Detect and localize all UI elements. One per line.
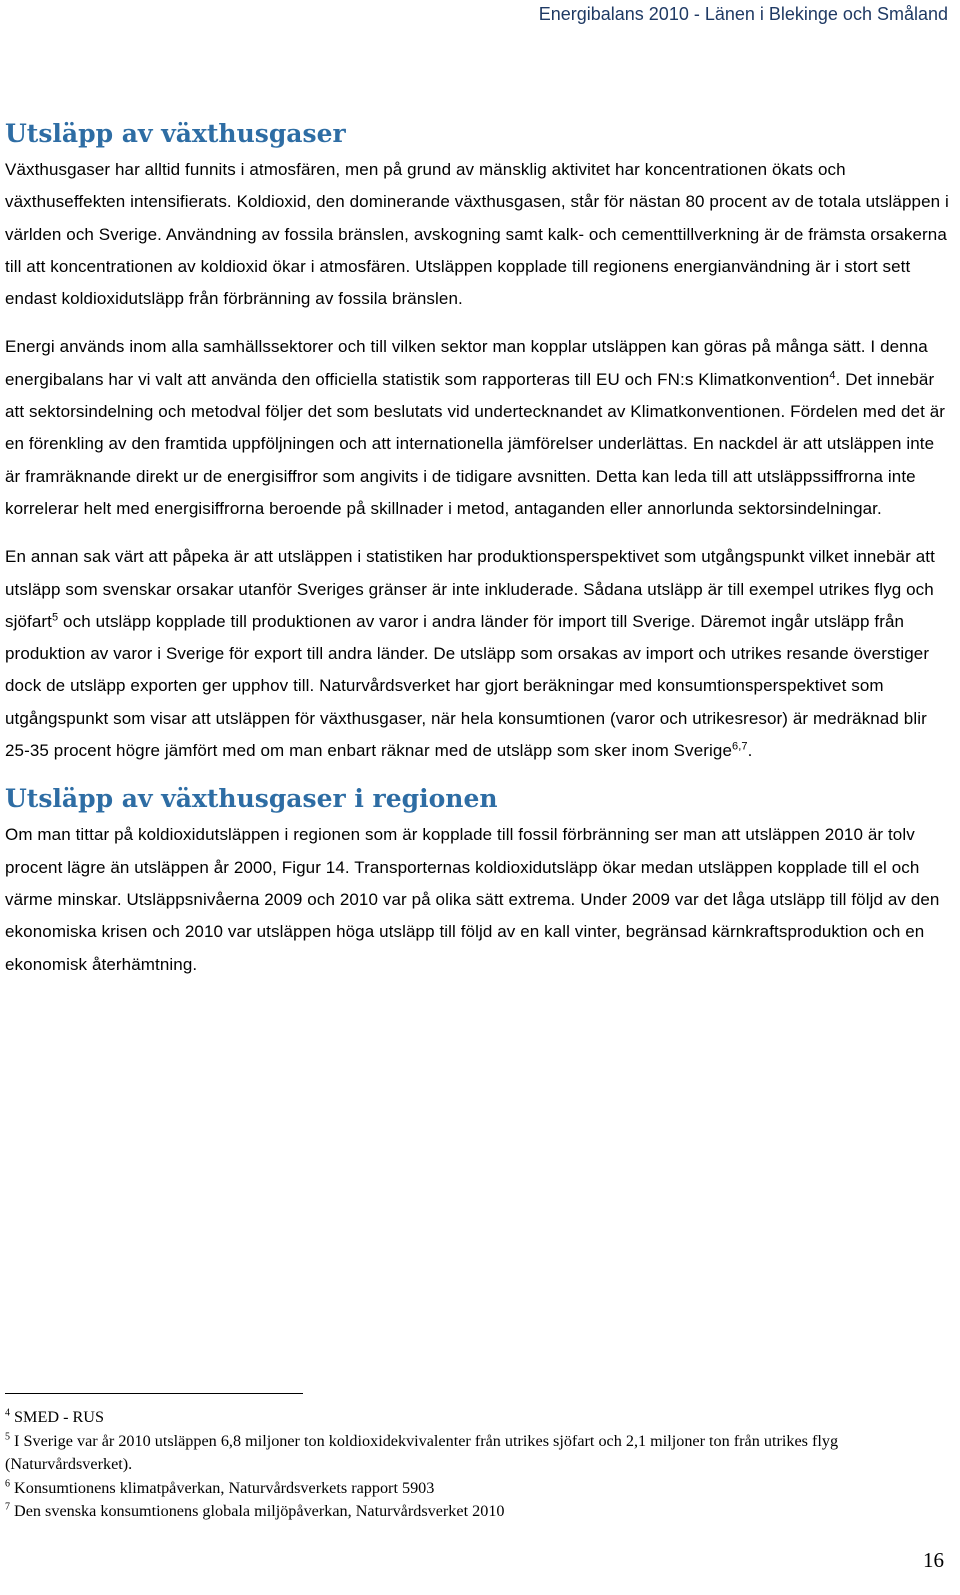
footnote-text: Konsumtionens klimatpåverkan, Naturvårdsverkets rapport 5903 (10, 1478, 435, 1497)
paragraph-production-perspective (5, 541, 950, 767)
paragraph-energy-sectors (5, 331, 950, 525)
footnote-number: 7 (5, 1501, 10, 1513)
section-heading-emissions: Utsläpp av växthusgaser (5, 119, 346, 148)
main-content (5, 118, 950, 997)
footnote-separator (5, 1393, 303, 1394)
footnote-ref[interactable]: 4 (829, 369, 836, 382)
page-number: 16 (923, 1548, 944, 1572)
footnote-item (5, 1406, 940, 1430)
footnote-number: 5 (5, 1431, 10, 1443)
paragraph-text: . Det innebär att sektorsindelning och metodval följer det som beslutats vid undertecknandet av Klimatkonventionen. Fördelen med det är en förenkling av den framtida uppföljningen och att internationella jämförelser underlättas. En nackdel är att utsläppen inte är framräknande direkt ur de energisiffror som angivits i de tidigare avsnitten. Detta kan leda till att utsläppssiffrorna inte korrelerar helt med energisiffrorna beroende på skillnader i metod, antaganden eller annorlunda sektorsindelningar. (5, 369, 946, 518)
paragraph-text: Energi används inom alla samhällssektorer och till vilken sektor man kopplar utsläppen kan göras på många sätt. I denna energibalans har vi valt att använda den officiella statistik som rapporteras till EU och FN:s Klimatkonvention (5, 337, 928, 389)
paragraph-regional-co2: Om man tittar på koldioxidutsläppen i regionen som är kopplade till fossil förbränning ser man att utsläppen 2010 är tolv procent lägre än utsläppen år 2000, Figur 14. Transporternas koldioxidutsläpp ökar medan utsläppen kopplade till el och värme minskar. Utsläppsnivåerna 2009 och 2010 var på olika sätt extrema. Under 2009 var det låga utsläpp till följd av den ekonomiska krisen och 2010 var utsläppen höga utsläpp till följd av en kall vinter, begränsad kärnkraftsproduktion och en ekonomisk återhämtning. (5, 825, 940, 974)
running-header: Energibalans 2010 - Länen i Blekinge och Småland (538, 4, 948, 24)
footnote-text: Den svenska konsumtionens globala miljöpåverkan, Naturvårdsverket 2010 (10, 1502, 505, 1520)
footnote-number: 4 (5, 1407, 10, 1419)
paragraph-text: och utsläpp kopplade till produktionen av varor i andra länder för import till Sverige. Däremot ingår utsläpp från produktion av varor i Sverige för export till andra länder. De utsläpp som orsakas av import och utrikes resande överstiger dock de utsläpp exporten ger upphov till. Naturvårdsverket har gjort beräkningar med konsumtionsperspektivet som utgångspunkt som visar att utsläppen för växthusgaser, när hela konsumtionen (varor och utrikesresor) är medräknad blir 25-35 procent högre jämfört med om man enbart räknar med de utsläpp som sker inom Sverige (5, 611, 930, 761)
footnote-ref[interactable]: 5 (52, 611, 59, 624)
footnote-text: I Sverige var år 2010 utsläppen 6,8 miljoner ton koldioxidekvivalenter från utrikes sjöfart och 2,1 miljoner ton från utrikes flyg (Naturvårdsverket). (5, 1431, 839, 1473)
footnote-text: SMED - RUS (10, 1408, 104, 1426)
paragraph-text: . (747, 741, 753, 761)
footnote-ref[interactable]: 6,7 (732, 740, 748, 753)
section-heading-regional-emissions: Utsläpp av växthusgaser i regionen (5, 784, 498, 814)
footnotes (5, 1406, 940, 1524)
footnote-item (5, 1430, 940, 1477)
paragraph-greenhouse-intro: Växthusgaser har alltid funnits i atmosfären, men på grund av mänsklig aktivitet har koncentrationen ökats och växthuseffekten intensifierats. Koldioxid, den dominerande växthusgasen, står för nästan 80 procent av de totala utsläppen i världen och Sverige. Användning av fossila bränslen, avskogning samt kalk- och cementtillverkning är de främsta orsakerna till att koncentrationen av koldioxid ökar i atmosfären. Utsläppen kopplade till regionens energianvändning är i stort sett endast koldioxidutsläpp från förbränning av fossila bränslen. (5, 160, 949, 309)
footnote-item (5, 1500, 940, 1524)
footnote-item (5, 1477, 940, 1501)
footnote-number: 6 (5, 1478, 10, 1490)
paragraph-text: En annan sak värt att påpeka är att utsläppen i statistiken har produktionsperspektivet som utgångspunkt vilket innebär att utsläpp som svenskar orsakar utanför Sveriges gränser är inte inkluderade. Sådana utsläpp är till exempel utrikes flyg och sjöfart (5, 547, 935, 631)
